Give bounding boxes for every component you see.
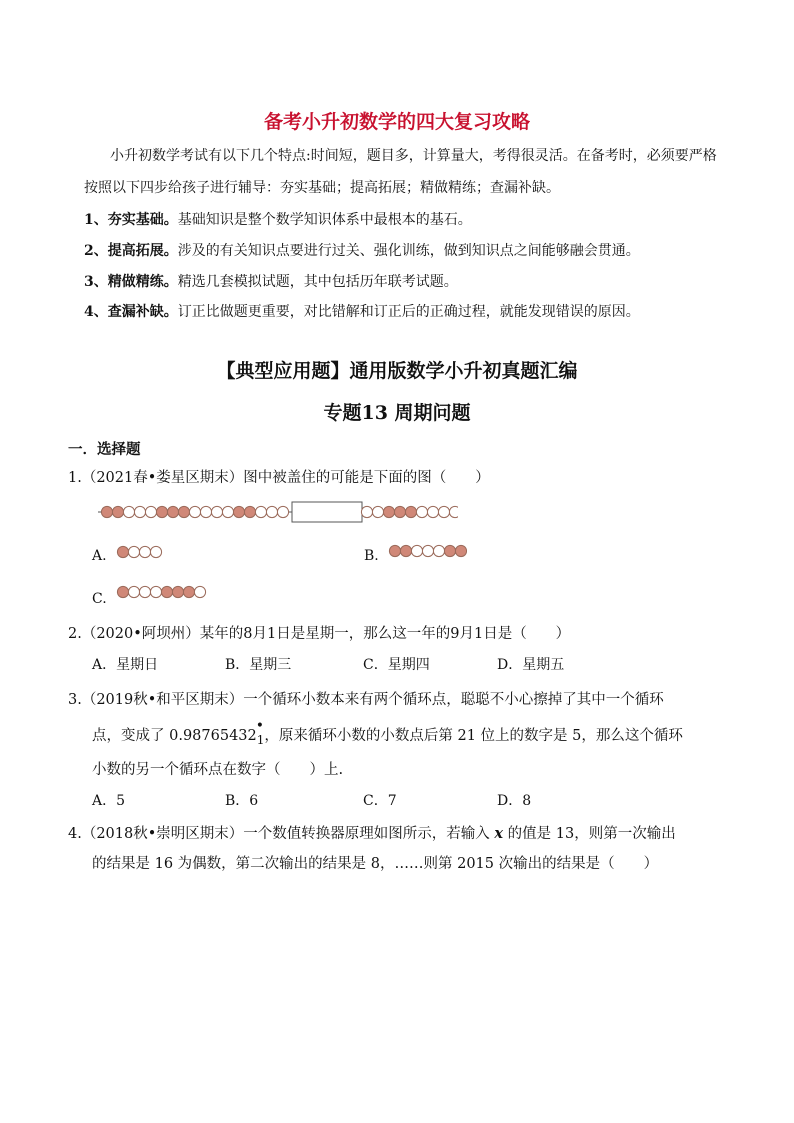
strategy-item-label: 3、精做精练。 xyxy=(84,274,178,290)
question-1-text: 1.（2021春•娄星区期末）图中被盖住的可能是下面的图（ ） xyxy=(68,470,490,486)
strategy-item-4 xyxy=(84,301,640,321)
bead-light xyxy=(266,506,277,517)
bead-light xyxy=(150,586,161,597)
bead-light xyxy=(422,545,433,556)
bead-row-left xyxy=(101,506,288,517)
strategy-title: 备考小升初数学的四大复习攻略 xyxy=(263,111,530,133)
bead-light xyxy=(194,586,205,597)
strategy-item-label: 4、查漏补缺。 xyxy=(84,304,178,320)
bead-dark xyxy=(394,506,405,517)
bead-dark xyxy=(172,586,183,597)
bead-light xyxy=(277,506,288,517)
question-2-option-b: B．星期三 xyxy=(225,657,292,673)
bead-dark xyxy=(112,506,123,517)
bead-dark xyxy=(405,506,416,517)
bead-dark xyxy=(444,545,455,556)
bead-dark xyxy=(117,586,128,597)
strategy-item-text: 订正比做题更重要，对比错解和订正后的正确过程，就能发现错误的原因。 xyxy=(177,304,640,320)
bead-dark xyxy=(455,545,466,556)
bead-dark xyxy=(183,586,194,597)
question-2-option-a: A．星期日 xyxy=(92,657,159,673)
question-3-line1: 3.（2019秋•和平区期末）一个循环小数本来有两个循环点，聪聪不小心擦掉了其中一个循环 xyxy=(68,692,664,708)
bead-light xyxy=(427,506,438,517)
question-1-option-b: B. xyxy=(364,548,379,564)
bead-light xyxy=(150,546,161,557)
question-3-decimal: 点，变成了 0.98765432 xyxy=(92,728,257,744)
variable-x: x xyxy=(494,825,504,842)
question-3-option-b: B．6 xyxy=(225,793,259,809)
question-2-option-d: D．星期五 xyxy=(497,657,565,673)
bead-light xyxy=(255,506,266,517)
bead-light xyxy=(189,506,200,517)
repeating-digit: • $_1$ xyxy=(255,718,265,747)
bead-light xyxy=(200,506,211,517)
bead-light xyxy=(128,546,139,557)
strategy-item-2 xyxy=(84,240,640,260)
strategy-item-1 xyxy=(84,209,472,229)
bead-light xyxy=(128,586,139,597)
question-4-line2: 的结果是 16 为偶数，第二次输出的结果是 8，……则第 2015 次输出的结果是（ ） xyxy=(92,856,659,872)
bead-light xyxy=(139,546,150,557)
page-heading-main: 【典型应用题】通用版数学小升初真题汇编 xyxy=(216,360,578,382)
bead-dark xyxy=(117,546,128,557)
bead-row-right xyxy=(361,506,458,517)
bead-light xyxy=(211,506,222,517)
repeat-dot-icon: • xyxy=(255,718,265,734)
page-heading-sub: 专题13 周期问题 xyxy=(323,402,471,424)
bead-light xyxy=(438,506,449,517)
question-1-option-a: A. xyxy=(92,548,107,564)
bead-dark xyxy=(383,506,394,517)
question-3-line2 xyxy=(92,718,683,747)
bead-light xyxy=(416,506,427,517)
question-3-option-d: D．8 xyxy=(497,793,532,809)
bead-dark xyxy=(233,506,244,517)
bead-light xyxy=(222,506,233,517)
question-2-text: 2.（2020•阿坝州）某年的8月1日是星期一，那么这一年的9月1日是（ ） xyxy=(68,626,571,642)
question-3-option-a: A．5 xyxy=(92,793,126,809)
bead-light xyxy=(361,506,372,517)
question-1-option-c: C. xyxy=(92,591,107,607)
section-label: 一．选择题 xyxy=(68,441,141,458)
question-2-option-c: C．星期四 xyxy=(363,657,430,673)
bead-light xyxy=(372,506,383,517)
bead-light xyxy=(123,506,134,517)
option-c-figure xyxy=(115,583,211,601)
bead-light xyxy=(134,506,145,517)
option-a-figure xyxy=(115,543,175,561)
question-3-option-c: C．7 xyxy=(363,793,397,809)
bead-light xyxy=(145,506,156,517)
strategy-intro-line1: 小升初数学考试有以下几个特点:时间短，题目多，计算量大，考得很灵活。在备考时，必须要严格 xyxy=(110,148,717,164)
strategy-item-label: 2、提高拓展。 xyxy=(84,243,178,259)
strategy-item-3 xyxy=(84,271,458,291)
bead-dark xyxy=(101,506,112,517)
strategy-intro-line2: 按照以下四步给孩子进行辅导：夯实基础；提高拓展；精做精练；查漏补缺。 xyxy=(84,180,560,196)
strategy-item-text: 精选几套模拟试题，其中包括历年联考试题。 xyxy=(177,274,458,290)
bead-dark xyxy=(400,545,411,556)
bead-dark xyxy=(167,506,178,517)
question-3-line2-rest: ，原来循环小数的小数点后第 21 位上的数字是 5，那么这个循环 xyxy=(264,728,683,744)
strategy-item-text: 涉及的有关知识点要进行过关、强化训练，做到知识点之间能够融会贯通。 xyxy=(177,243,640,259)
bead-light xyxy=(449,506,458,517)
cover-box xyxy=(292,502,362,522)
question-4-line1: 4.（2018秋•崇明区期末）一个数值转换器原理如图所示，若输入 x 的值是 13，则第一次输出 xyxy=(68,825,676,842)
bead-dark xyxy=(244,506,255,517)
question-3-line3: 小数的另一个循环点在数字（ ）上. xyxy=(92,762,344,778)
bead-dark xyxy=(178,506,189,517)
question-1-figure xyxy=(98,500,458,524)
option-b-figure xyxy=(387,542,467,560)
strategy-item-label: 1、夯实基础。 xyxy=(84,212,178,228)
bead-dark xyxy=(389,545,400,556)
bead-light xyxy=(433,545,444,556)
strategy-item-text: 基础知识是整个数学知识体系中最根本的基石。 xyxy=(177,212,472,228)
bead-light xyxy=(411,545,422,556)
bead-light xyxy=(139,586,150,597)
bead-dark xyxy=(156,506,167,517)
bead-dark xyxy=(161,586,172,597)
